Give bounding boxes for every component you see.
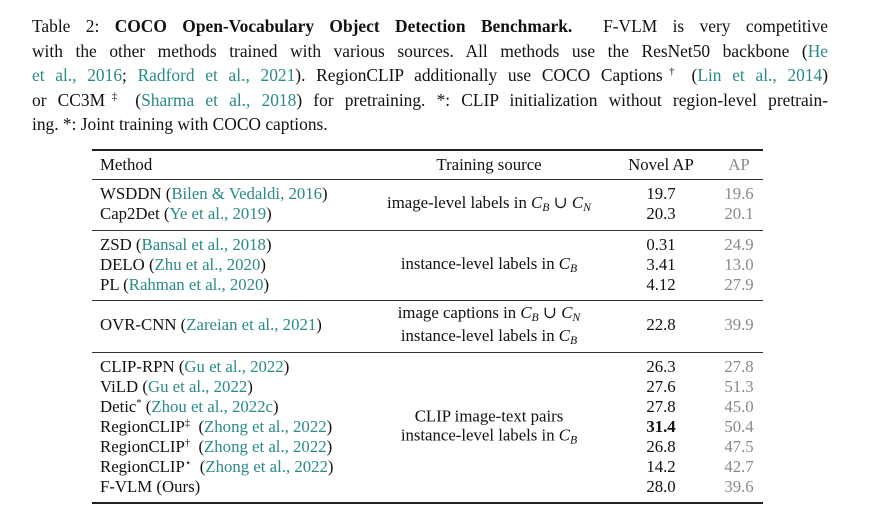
novel-ap-value: 20.3 bbox=[646, 204, 676, 223]
header-training-source: Training source bbox=[436, 155, 542, 174]
method-name: DELO (Zhu et al., 2020) bbox=[100, 255, 266, 274]
ap-value: 39.6 bbox=[724, 477, 754, 496]
caption-title: COCO Open-Vocabulary Object Detection Benchmark. bbox=[114, 16, 573, 36]
ap-value: 50.4 bbox=[724, 417, 754, 436]
caption-line-3: et al., 2016; Radford et al., 2021). RegionCLIP additionally use COCO Captions† (Lin et al., 2014) bbox=[32, 65, 829, 85]
ap-value: 27.9 bbox=[724, 275, 754, 294]
caption-line-2: with the other methods trained with various sources. All methods use the ResNet50 backbone (He bbox=[32, 40, 828, 61]
ap-value: 45.0 bbox=[724, 397, 754, 416]
method-name: Cap2Det (Ye et al., 2019) bbox=[100, 204, 272, 223]
ap-value: 42.7 bbox=[724, 457, 754, 476]
method-name: RegionCLIP† (Zhong et al., 2022) bbox=[100, 437, 333, 456]
header-method: Method bbox=[100, 155, 153, 174]
ap-value: 19.6 bbox=[724, 184, 754, 203]
caption-line-1: Table 2: COCO Open-Vocabulary Object Detection Benchmark. F-VLM is very competitive bbox=[32, 16, 828, 36]
novel-ap-value: 22.8 bbox=[646, 315, 676, 334]
citation-link[interactable]: et al., 2016 bbox=[32, 65, 123, 85]
table-header bbox=[92, 151, 763, 180]
caption-line-4: or CC3M‡ (Sharma et al., 2018) for pretraining. *: CLIP initialization without region-level pretrain- bbox=[32, 89, 828, 110]
novel-ap-value: 14.2 bbox=[646, 457, 676, 476]
novel-ap-value: 28.0 bbox=[646, 477, 676, 496]
citation-link[interactable]: Zhong et al., 2022 bbox=[204, 417, 327, 436]
novel-ap-value: 4.12 bbox=[646, 275, 676, 294]
table-caption bbox=[32, 14, 828, 137]
method-name: OVR-CNN (Zareian et al., 2021) bbox=[100, 315, 322, 334]
method-name: CLIP-RPN (Gu et al., 2022) bbox=[100, 357, 290, 376]
novel-ap-value: 27.8 bbox=[646, 397, 676, 416]
header-ap: AP bbox=[728, 155, 750, 174]
caption-line-5: ing. *: Joint training with COCO captions. bbox=[32, 114, 328, 134]
table-row bbox=[92, 235, 763, 255]
novel-ap-value: 0.31 bbox=[646, 235, 676, 254]
ap-value: 20.1 bbox=[724, 204, 754, 223]
method-name: RegionCLIP⋆ (Zhong et al., 2022) bbox=[100, 457, 334, 476]
training-source: image-level labels in $C_B$ ∪ $C_N$ bbox=[387, 193, 591, 214]
novel-ap-value: 26.8 bbox=[646, 437, 676, 456]
citation-link[interactable]: Ye et al., 2019 bbox=[169, 204, 267, 223]
citation-link[interactable]: Lin et al., 2014 bbox=[697, 65, 823, 85]
novel-ap-value: 19.7 bbox=[646, 184, 676, 203]
table-row bbox=[92, 275, 763, 295]
benchmark-table bbox=[92, 149, 763, 504]
caption-label: Table 2: bbox=[32, 16, 100, 36]
method-name: F-VLM (Ours) bbox=[100, 477, 201, 496]
table-row bbox=[92, 457, 763, 477]
novel-ap-value: 31.4 bbox=[646, 417, 676, 436]
ap-value: 51.3 bbox=[724, 377, 754, 396]
table-group bbox=[92, 353, 763, 502]
training-source: CLIP image-text pairs instance-level labels in $C_B$ bbox=[400, 406, 578, 446]
citation-link[interactable]: Bansal et al., 2018 bbox=[141, 235, 266, 254]
citation-link[interactable]: Gu et al., 2022 bbox=[147, 377, 248, 396]
training-source: instance-level labels in $C_B$ bbox=[400, 253, 578, 275]
citation-link[interactable]: Gu et al., 2022 bbox=[184, 357, 284, 376]
table-group bbox=[92, 180, 763, 231]
method-name: ZSD (Bansal et al., 2018) bbox=[100, 235, 272, 254]
ap-value: 47.5 bbox=[724, 437, 754, 456]
citation-link[interactable]: Sharma et al., 2018 bbox=[141, 89, 297, 110]
citation-link[interactable]: Bilen & Vedaldi, 2016 bbox=[171, 184, 323, 203]
method-name: RegionCLIP‡ (Zhong et al., 2022) bbox=[100, 417, 333, 436]
novel-ap-value: 3.41 bbox=[646, 255, 676, 274]
table-row bbox=[92, 477, 763, 497]
training-source: image captions in $C_B$ ∪ $C_N$ instance-level labels in $C_B$ bbox=[397, 302, 581, 348]
citation-link[interactable]: Zhong et al., 2022 bbox=[205, 457, 328, 476]
citation-link[interactable]: Zhou et al., 2022c bbox=[151, 397, 273, 416]
table-row bbox=[92, 357, 763, 377]
citation-link[interactable]: Zareian et al., 2021 bbox=[186, 315, 317, 334]
method-name: PL (Rahman et al., 2020) bbox=[100, 275, 270, 294]
table-row bbox=[92, 377, 763, 397]
ap-value: 27.8 bbox=[724, 357, 754, 376]
table-group bbox=[92, 301, 763, 353]
method-name: WSDDN (Bilen & Vedaldi, 2016) bbox=[100, 184, 328, 203]
method-name: ViLD (Gu et al., 2022) bbox=[100, 377, 253, 396]
method-name: Detic* (Zhou et al., 2022c) bbox=[100, 397, 279, 416]
table-group bbox=[92, 231, 763, 301]
citation-link[interactable]: He bbox=[807, 40, 828, 61]
ap-value: 24.9 bbox=[724, 235, 754, 254]
citation-link[interactable]: Zhu et al., 2020 bbox=[154, 255, 261, 274]
ap-value: 13.0 bbox=[724, 255, 754, 274]
citation-link[interactable]: Rahman et al., 2020 bbox=[128, 275, 264, 294]
novel-ap-value: 27.6 bbox=[646, 377, 676, 396]
citation-link[interactable]: Zhong et al., 2022 bbox=[204, 437, 327, 456]
ap-value: 39.9 bbox=[724, 315, 754, 334]
novel-ap-value: 26.3 bbox=[646, 357, 676, 376]
citation-link[interactable]: Radford et al., 2021 bbox=[137, 65, 296, 85]
table-body bbox=[92, 180, 763, 502]
header-novel-ap: Novel AP bbox=[628, 155, 694, 174]
